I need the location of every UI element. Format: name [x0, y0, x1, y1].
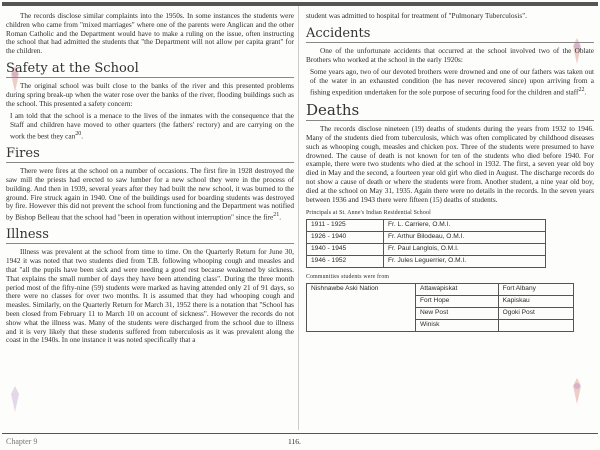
table-row: 1926 - 1940 Fr. Arthur Bilodeau, O.M.I. [307, 232, 546, 244]
paragraph-illness: Illness was prevalent at the school from time to time. On the Quarterly Return for June 30, 1942 it was noted that two students died from T.B. following whooping cough and measles and that "all the pupils have been sick and were needing a good rest because weakened by sickness. That explains the small number of days they have been attending class". During the three month period most of the fifty-nine (59) students were marked as having attended only 21 of 91 days, so there were no classes for over two months. It is assumed that they had whooping cough and measles. Similarly, on the Quarterly Return for March 31, 1952 there is a notation that "School has been closed from February 11 to March 10 on account of sickness". However the records do not show what the illness was. Many of the students were discharged from the school due to illness and it is very likely that these students suffered from tuberculosis as it was prevalent along the coast in the 1940s. In one instance it was noted specifically that a [6, 248, 294, 345]
paragraph-accidents: One of the unfortunate accidents that occurred at the school involved two of the Oblate Brothers who worked at the school in the early 1920s: [306, 46, 594, 64]
caption-communities: Communities students were from [306, 274, 390, 281]
top-border-bar [2, 2, 598, 6]
caption-principals: Principals at St. Anne's Indian Residential School [306, 210, 431, 217]
heading-accidents: Accidents [306, 26, 594, 43]
paragraph-intro: The records disclose similar complaints into the 1950s. In some instances the students were children who came from "mixed marriages" where one of the parents were Anglican and the other Roman Catholic and the Department would have to make a ruling on the issue, often instructing the school that had admitted the students that "the Department will not allow per capita grant" for the children. [6, 12, 294, 56]
communities-table [306, 283, 574, 332]
paragraph-safety: The original school was built close to the banks of the river and this presented problems during spring break-up when the water rose over the banks of the river, flooding buildings such as the school. This presented a safety concern: [6, 81, 294, 108]
principals-table [306, 219, 546, 268]
feather-ornament-bottom-right-icon [566, 376, 588, 406]
table-row: 1946 - 1952 Fr. Jules Leguerrier, O.M.I. [307, 256, 546, 268]
page-footer [0, 432, 600, 446]
table-row: Nishnawbe Aski Nation Attawapiskat Fort Albany [307, 284, 574, 296]
paragraph-continued: student was admitted to hospital for treatment of "Pulmonary Tuberculosis". [306, 12, 527, 20]
footer-rule [2, 433, 598, 434]
feather-ornament-bottom-left-icon [4, 384, 26, 414]
paragraph-fires: There were fires at the school on a number of occasions. The first fire in 1928 destroyed the saw mill the priests had erected to saw lumber for a new school they were in the process of building. And then in 1939, several years after they had built the new school, it was burned to the ground. Fire struck again in 1940. One of the buildings used for boarding students was destroyed by fire. However this did not prevent the school from functioning and the Department was notified by Bishop Belleau that the school had "been in operation without interruption" since the fire$^{21}$. [6, 167, 294, 222]
table-row: 1911 - 1925 Fr. L. Carriere, O.M.I. [307, 220, 546, 232]
left-column [6, 12, 294, 349]
footnote-ref: 22 [578, 86, 585, 93]
footnote-ref: 20 [75, 130, 82, 137]
quote-accidents: Some years ago, two of our devoted brothers were drowned and one of our fathers was taken out of the water in an exhausted condition (he has never recovered since) upon arriving from a fishing expedition undertaken for the sole purpose of securing food for the children and staff$^{22}$. [310, 68, 594, 97]
footnote-ref: 21 [273, 212, 280, 219]
table-row: Fort Hope Kapiskau [307, 296, 574, 308]
chapter-label: Chapter 9 [6, 437, 38, 446]
heading-fires: Fires [6, 146, 294, 163]
page-gutter [298, 6, 299, 430]
page-number: 116. [288, 437, 301, 446]
table-row: Winisk [307, 320, 574, 332]
table-row: 1940 - 1945 Fr. Paul Langlois, O.M.I. [307, 244, 546, 256]
heading-safety: Safety at the School [6, 61, 294, 78]
right-column [306, 12, 594, 332]
heading-illness: Illness [6, 227, 294, 244]
paragraph-deaths: The records disclose nineteen (19) deaths of students during the years from 1932 to 1946. Many of the students died from tuberculosis, which was often complicated by childhood diseases such as whooping cough, measles and chicken pox. Three of the students were presumed to have drowned. The cause of death is not known for ten of the students who died before 1940. For example, there were two students who died at the school in 1932. The first, a seven year old boy died in May and the second, a fourteen year old girl who died in August. The discharge records do not show a cause of death or where the students were from. Another student, a nine year old boy, died at the school on May 31, 1935. Again there were no details in the records. In the seven years between 1936 and 1943 there were fifteen (15) deaths of students. [306, 125, 594, 204]
quote-safety: I am told that the school is a menace to the lives of the inmates with the consequence that the Staff and children have moved to other quarters (the fathers' rectory) and are carrying on the work the best they can$^{20}$. [10, 112, 294, 141]
table-row: New Post Ogoki Post [307, 308, 574, 320]
heading-deaths: Deaths [306, 102, 594, 121]
